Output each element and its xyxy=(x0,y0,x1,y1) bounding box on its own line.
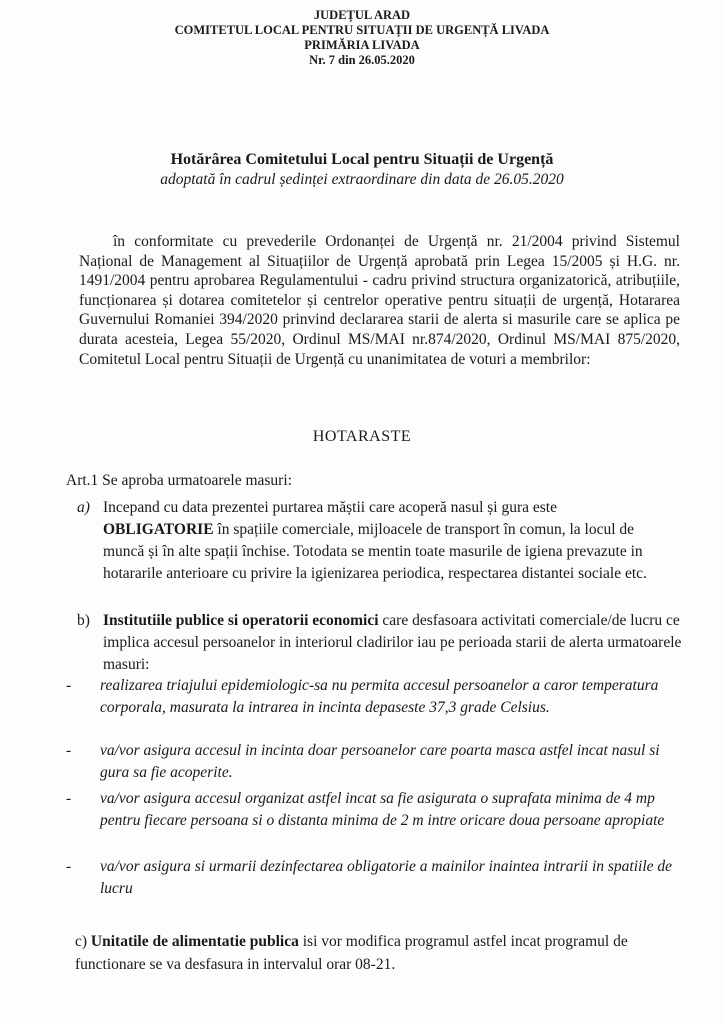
measure-a-text2: în spațiile comerciale, mijloacele de transport în comun, la locul de muncă și în alte spații închise. Totodata se mentin toate masurile de igiena prevazute in hotararile anterioare cu privire la igienizarea periodica, respectarea distantei sociale etc. xyxy=(103,521,647,582)
measure-c xyxy=(75,930,685,976)
measure-c-bold: Unitatile de alimentatie publica xyxy=(90,933,299,950)
bullet-dash: - xyxy=(66,742,72,759)
measure-a-text1: Incepand cu data prezentei purtarea măștii care acoperă nasul și gura este xyxy=(103,499,557,516)
measure-b xyxy=(77,610,683,676)
measure-c-text: isi vor modifica programul astfel incat programul de functionare se va desfasura in intervalul orar 08-21. xyxy=(75,933,628,973)
bullet-text: realizarea triajului epidemiologic-sa nu permita accesul persoanelor a caror temperatura corporala, masurata la intrarea in incinta depaseste 37,3 grade Celsius. xyxy=(100,677,659,716)
measure-a xyxy=(77,497,678,585)
list-item xyxy=(66,856,690,900)
bullet-dash: - xyxy=(66,858,72,875)
intro-text: în conformitate cu prevederile Ordonanței de Urgență nr. 21/2004 privind Sistemul Național de Management al Situațiilor de Urgență aprobată prin Legea 15/2005 și H.G. nr. 1491/2004 pentru aprobarea Regulamentului - cadru privind structura organizatorică, atribuțiile, funcționarea și dotarea comitetelor și centrelor operative pentru situații de urgență, Hotararea Guvernului Romaniei 394/2020 prinvind declararea starii de alerta si masurile care se aplica pe durata acesteia, Legea 55/2020, Ordinul MS/MAI nr.874/2020, Ordinul MS/MAI 875/2020, Comitetul Local pentru Situații de Urgență cu unanimitatea de voturi a membrilor: xyxy=(79,233,680,368)
document-header xyxy=(0,8,724,68)
document-title xyxy=(0,150,724,190)
measure-b-bold: Institutiile publice si operatorii economici xyxy=(103,612,379,629)
bullet-text: va/vor asigura accesul organizat astfel incat sa fie asigurata o suprafata minima de 4 mp pentru fiecare persoana si o distanta minima de 2 m intre oricare doua persoane apropiate xyxy=(100,790,665,829)
decision-heading: HOTARASTE xyxy=(312,428,412,445)
measure-b-marker: b) xyxy=(77,612,90,629)
header-county: JUDEȚUL ARAD xyxy=(313,8,411,22)
bullet-dash: - xyxy=(66,677,72,694)
bullet-text: va/vor asigura accesul in incinta doar persoanelor care poarta masca astfel incat nasul si gura sa fie acoperite. xyxy=(100,742,660,781)
header-town-hall: PRIMĂRIA LIVADA xyxy=(304,38,420,52)
header-number-date: Nr. 7 din 26.05.2020 xyxy=(309,53,415,67)
measure-c-marker: c) xyxy=(75,933,88,950)
measure-a-bold: OBLIGATORIE xyxy=(103,521,214,538)
header-committee: COMITETUL LOCAL PENTRU SITUAȚII DE URGENȚĂ LIVADA xyxy=(174,23,550,37)
bullet-text: va/vor asigura si urmarii dezinfectarea obligatorie a mainilor inaintea intrarii in spatiile de lucru xyxy=(100,858,673,897)
list-item xyxy=(66,675,690,719)
list-item xyxy=(66,740,690,784)
title-subtitle: adoptată în cadrul ședinței extraordinare din data de 26.05.2020 xyxy=(160,171,564,188)
measure-a-marker: a) xyxy=(77,499,90,516)
title-main: Hotărârea Comitetului Local pentru Situații de Urgență xyxy=(170,151,554,168)
article-1-heading: Art.1 Se aproba urmatoarele masuri: xyxy=(66,472,292,489)
intro-paragraph xyxy=(79,232,680,369)
measure-b-text: care desfasoara activitati comerciale/de lucru ce implica accesul persoanelor in interiorul cladirilor iau pe perioada starii de alerta urmatoarele masuri: xyxy=(103,612,682,673)
bullet-dash: - xyxy=(66,790,72,807)
list-item xyxy=(66,788,690,832)
